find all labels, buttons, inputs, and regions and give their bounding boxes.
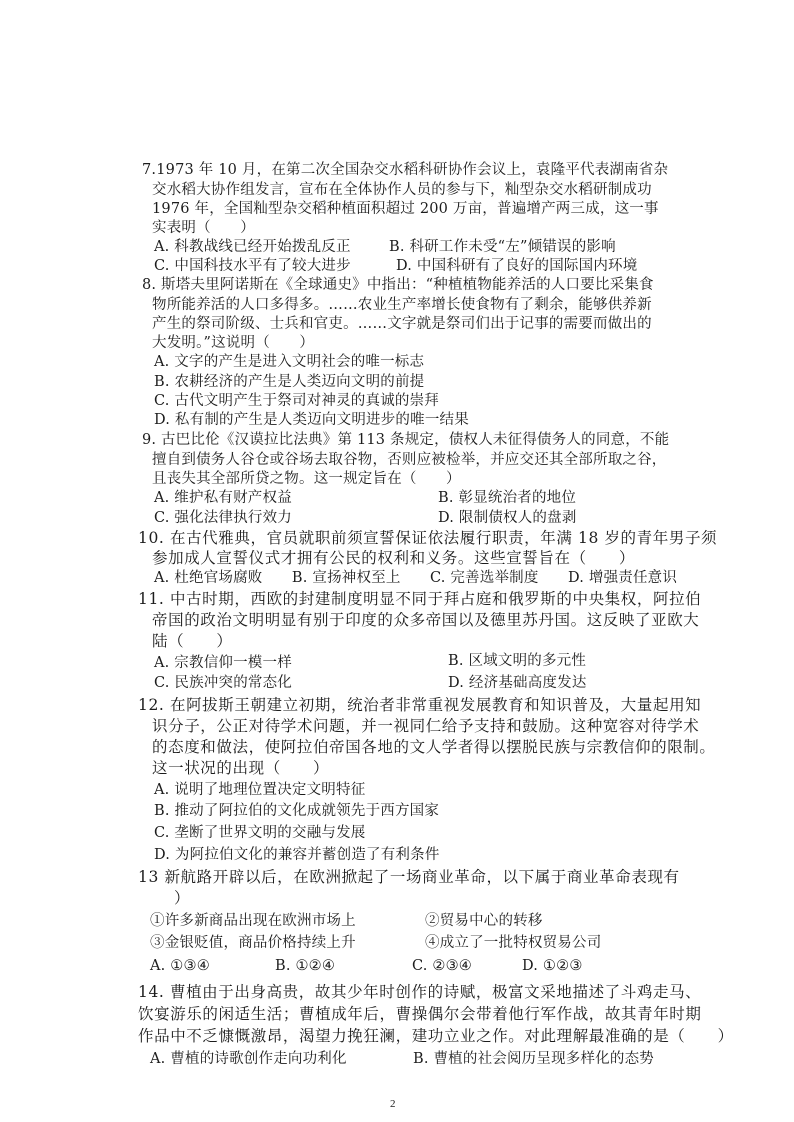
q13-line-2: ） [174, 889, 191, 907]
q13-statement-4: ④成立了一批特权贸易公司 [425, 935, 602, 951]
q14-line-2: 饮宴游乐的闲适生活；曹植成年后，曹操偶尔会带着他行军作战，故其青年时期 [138, 1005, 702, 1023]
q12-line-4: 这一状况的出现（ ） [152, 759, 330, 777]
q7-line-3: 1976 年，全国籼型杂交稻种植面积超过 200 万亩，普遍增产两三成，这一事 [152, 201, 659, 217]
q9-line-3: 且丧失其全部所贷之物。这一规定旨在（ ） [152, 471, 461, 487]
q8-option-c: C. 古代文明产生于祭司对神灵的真诚的崇拜 [154, 393, 439, 409]
q7-line-1: 7.1973 年 10 月，在第二次全国杂交水稻科研协作会议上，袁隆平代表湖南省杂 [142, 162, 669, 178]
q14-option-b: B. 曹植的社会阅历呈现多样化的态势 [413, 1051, 654, 1067]
q12-option-d: D. 为阿拉伯文化的兼容并蓄创造了有利条件 [154, 847, 440, 863]
q12-line-3: 的态度和做法，使阿拉伯帝国各地的文人学者得以摆脱民族与宗教信仰的限制。 [152, 738, 716, 756]
q13-line-1: 13 新航路开辟以后，在欧洲掀起了一场商业革命，以下属于商业革命表现有 [138, 868, 680, 886]
q11-option-d: D. 经济基础高度发达 [448, 675, 587, 691]
q11-option-a: A. 宗教信仰一模一样 [154, 655, 292, 671]
q11-line-3: 陆（ ） [152, 632, 233, 650]
q8-line-3: 产生的祭司阶级、士兵和官吏。……文字就是祭司们出于记事的需要而做出的 [152, 316, 652, 332]
q7-option-c: C. 中国科技水平有了较大进步 [154, 258, 351, 274]
q12-line-2: 识分子，公正对待学术问题，并一视同仁给予支持和鼓励。这种宽容对待学术 [152, 717, 700, 735]
q7-line-4: 实表明（ ） [152, 220, 255, 236]
q10-line-1: 10. 在古代雅典，官员就职前须宣誓保证依法履行职责，年满 18 岁的青年男子须 [138, 529, 718, 547]
q9-line-2: 擅自到债务人谷仓或谷场去取谷物，否则应被检举，并应交还其全部所取之谷， [152, 452, 667, 468]
q11-option-b: B. 区域文明的多元性 [448, 653, 587, 669]
q7-option-d: D. 中国科研有了良好的国际国内环境 [396, 258, 638, 274]
q11-option-c: C. 民族冲突的常态化 [154, 675, 292, 691]
q7-option-b: B. 科研工作未受“左”倾错误的影响 [389, 239, 616, 255]
q10-options: A. 杜绝官场腐败 B. 宣扬神权至上 C. 完善选举制度 D. 增强责任意识 [154, 570, 678, 586]
q8-line-2: 物所能养活的人口多得多。……农业生产率增长使食物有了剩余，能够供养新 [152, 297, 652, 313]
q13-option-a: A. ①③④ [150, 958, 210, 974]
q14-option-a: A. 曹植的诗歌创作走向功利化 [150, 1051, 347, 1067]
q13-statement-3: ③金银贬值，商品价格持续上升 [150, 935, 356, 951]
q9-line-1: 9. 古巴比伦《汉谟拉比法典》第 113 条规定，债权人未征得债务人的同意，不能 [142, 432, 670, 448]
q8-option-b: B. 农耕经济的产生是人类迈向文明的前提 [154, 374, 425, 390]
q7-option-a: A. 科教战线已经开始拨乱反正 [154, 239, 351, 255]
q8-line-4: 大发明。”这说明（ ） [152, 335, 315, 351]
q12-line-1: 12. 在阿拔斯王朝建立初期，统治者非常重视发展教育和知识普及，大量起用知 [138, 696, 702, 714]
q7-line-2: 交水稻大协作组发言，宣布在全体协作人员的参与下，籼型杂交水稻研制成功 [152, 182, 652, 198]
q12-option-a: A. 说明了地理位置决定文明特征 [154, 782, 366, 798]
q8-option-d: D. 私有制的产生是人类迈向文明进步的唯一结果 [154, 412, 469, 428]
q13-option-c: C. ②③④ [412, 958, 472, 974]
q12-option-b: B. 推动了阿拉伯的文化成就领先于西方国家 [154, 803, 440, 819]
q9-option-a: A. 维护私有财产权益 [154, 490, 292, 506]
q9-option-c: C. 强化法律执行效力 [154, 510, 292, 526]
q10-line-2: 参加成人宣誓仪式才拥有公民的权利和义务。这些宣誓旨在（ ） [152, 549, 636, 567]
q11-line-2: 帝国的政治文明明显有别于印度的众多帝国以及德里苏丹国。这反映了亚欧大 [152, 611, 700, 629]
page-number: 2 [390, 1098, 396, 1110]
q8-option-a: A. 文字的产生是进入文明社会的唯一标志 [154, 354, 425, 370]
q8-line-1: 8. 斯塔夫里阿诺斯在《全球通史》中指出：“种植植物能养活的人口要比采集食 [142, 277, 654, 293]
q14-line-3: 作品中不乏慷慨激昂，渴望力挽狂澜，建功立业之作。对此理解最准确的是（ ） [138, 1027, 734, 1045]
q11-line-1: 11. 中古时期，西欧的封建制度明显不同于拜占庭和俄罗斯的中央集权，阿拉伯 [138, 590, 702, 608]
q14-line-1: 14. 曹植由于出身高贵，故其少年时创作的诗赋，极富文采地描述了斗鸡走马、 [138, 983, 702, 1001]
q13-option-b: B. ①②④ [275, 958, 336, 974]
q9-option-d: D. 限制债权人的盘剥 [438, 510, 577, 526]
q13-option-d: D. ①②③ [522, 958, 583, 974]
q13-statement-1: ①许多新商品出现在欧洲市场上 [150, 913, 356, 929]
q9-option-b: B. 彰显统治者的地位 [438, 490, 577, 506]
q12-option-c: C. 垄断了世界文明的交融与发展 [154, 825, 366, 841]
q13-statement-2: ②贸易中心的转移 [425, 913, 543, 929]
